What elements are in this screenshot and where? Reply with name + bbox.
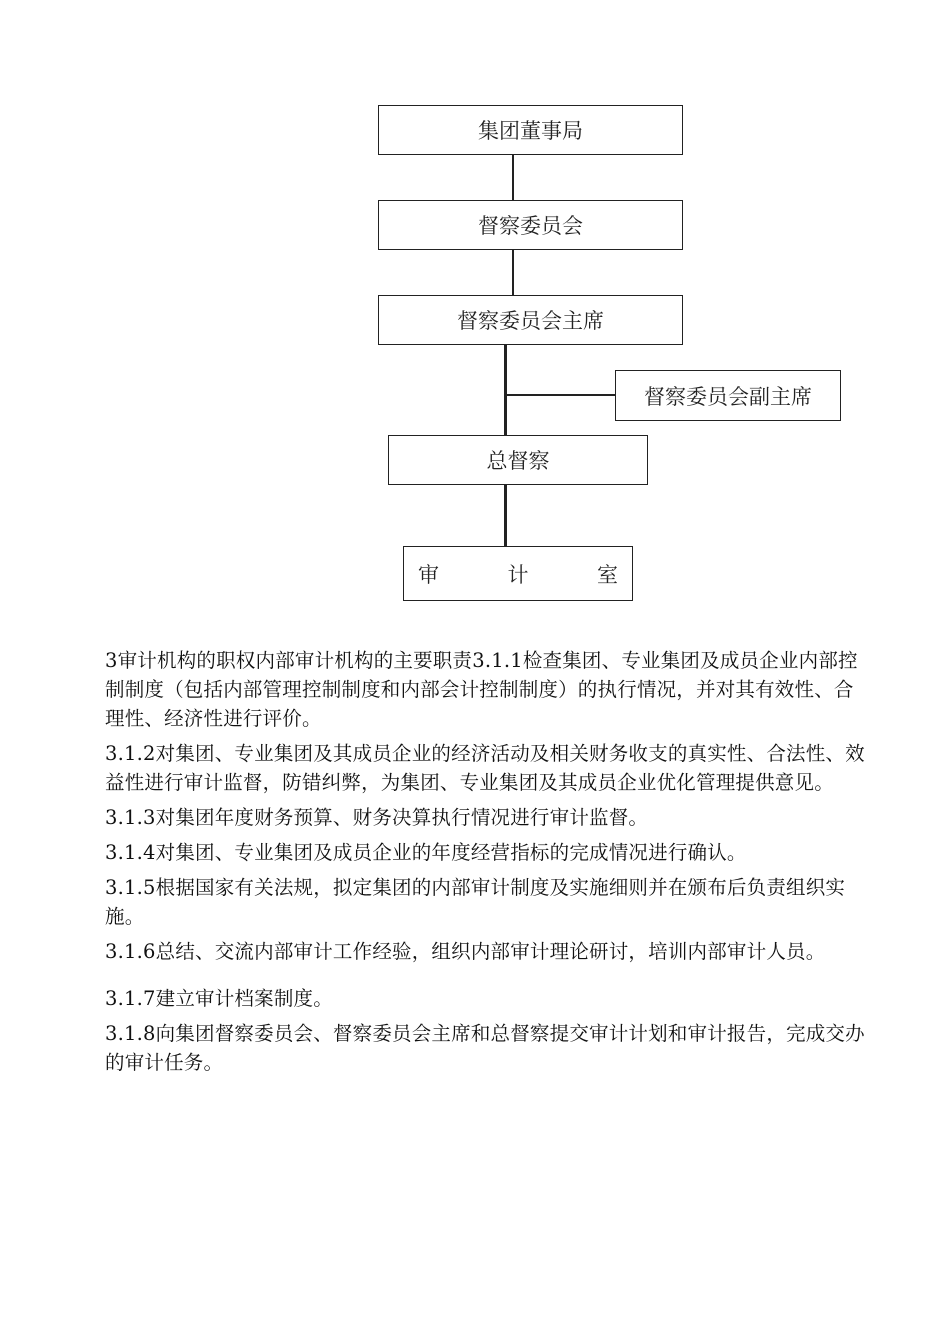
board-box [378,105,683,155]
audit-room-char-3: 室 [597,562,618,587]
paragraph-3-1-6: 3.1.6总结、交流内部审计工作经验，组织内部审计理论研讨，培训内部审计人员。 [105,940,826,963]
vice-chair-label: 督察委员会副主席 [644,384,812,409]
committee-box [378,200,683,250]
audit-room-box [403,546,633,601]
vice-chair-box [615,370,841,421]
connector-chair-chief [504,345,507,435]
board-label: 集团董事局 [478,119,583,143]
paragraph-3: 3审计机构的职权内部审计机构的主要职责3.1.1检查集团、专业集团及成员企业内部控制制度（包括内部管理控制制度和内部会计控制制度）的执行情况，并对其有效性、合理性、经济性进行评价。 [105,649,858,730]
chief-inspector-box [388,435,648,485]
audit-room-char-2: 计 [507,562,529,587]
audit-room-char-1: 审 [418,562,439,587]
connector-board-committee [512,155,514,200]
chief-inspector-label: 总督察 [486,449,550,473]
paragraph-3-1-4: 3.1.4对集团、专业集团及成员企业的年度经营指标的完成情况进行确认。 [105,841,747,864]
paragraph-3-1-7: 3.1.7建立审计档案制度。 [105,987,333,1010]
connector-chief-audit [504,485,507,547]
committee-label: 督察委员会 [478,214,583,238]
connector-committee-chair [512,250,514,295]
paragraph-3-1-2: 3.1.2对集团、专业集团及其成员企业的经济活动及相关财务收支的真实性、合法性、效益性进行审计监督，防错纠弊，为集团、专业集团及其成员企业优化管理提供意见。 [105,742,865,794]
connector-branch-vice-chair [506,394,615,396]
paragraph-3-1-8: 3.1.8向集团督察委员会、督察委员会主席和总督察提交审计计划和审计报告，完成交办的审计任务。 [105,1022,865,1074]
chair-label: 督察委员会主席 [457,309,604,333]
body-text [105,646,865,1083]
paragraph-3-1-3: 3.1.3对集团年度财务预算、财务决算执行情况进行审计监督。 [105,806,649,829]
chair-box [378,295,683,345]
paragraph-3-1-5: 3.1.5根据国家有关法规，拟定集团的内部审计制度及实施细则并在颁布后负责组织实施。 [105,876,846,928]
